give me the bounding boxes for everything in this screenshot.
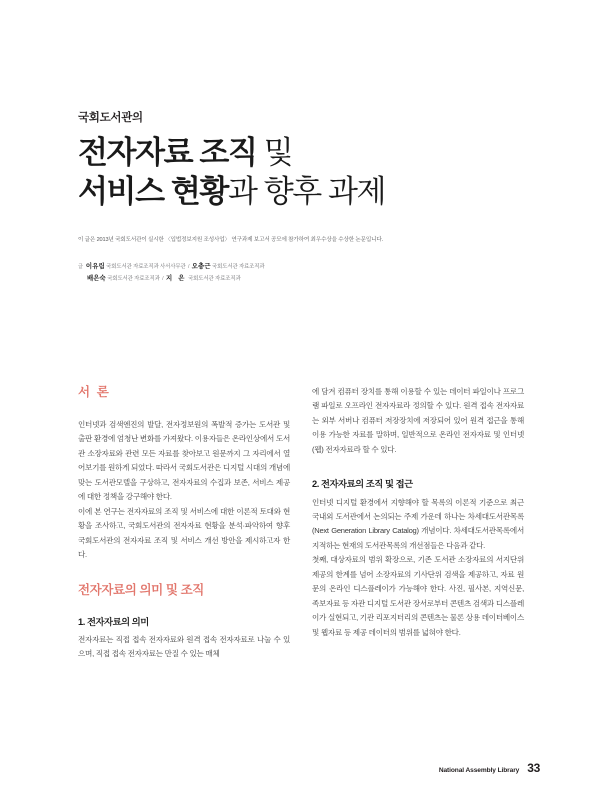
kicker: 국회도서관의 (78, 112, 143, 124)
paragraph: 전자자료는 직접 접속 전자자료와 원격 접속 전자자료로 나눌 수 있으며, 직접 접속 전자자료는 만질 수 있는 매체 (78, 634, 290, 659)
paragraph: 인터넷 디지털 환경에서 지향해야 할 목록의 이론적 기준으로 최근 국내외 도서관에서 논의되는 주제 가운데 하나는 차세대도서관목록(Next Generation Library Catalog) 개념이다. 차세대도서관목록에서 지적하는 현재의 도서관목록의 개선점들은 다음과 같다. (312, 497, 524, 550)
page-number: 33 (527, 761, 540, 775)
headline-line-1-light: 및 (263, 134, 293, 170)
masthead (78, 112, 538, 245)
author-name-3: 배은숙 (87, 275, 106, 283)
paragraph-continued: 에 담겨 컴퓨터 장치를 통해 이용할 수 있는 데이터 파일이나 프로그램 파일로 오프라인 전자자료라 정의할 수 있다. 원격 접속 전자자료는 외부 서버나 컴퓨터 저장장치에 저장되어 있어 원격 접근을 통해 이용 가능한 자료를 말하며, 일반적으로 온라인 전자자료 및 인터넷(웹) 전자자료라 할 수 있다. (312, 387, 524, 454)
footer-publisher-label: National Assembly Library (438, 767, 520, 774)
subsection-heading-1: 1. 전자자료의 의미 (78, 616, 149, 627)
section-heading-meaning-and-organization: 전자자료의 의미 및 조직 (78, 582, 204, 597)
byline (78, 261, 408, 286)
author-name-2: 오충근 (191, 263, 211, 270)
author-affiliation-3: 국회도서관 자료조직과 (107, 276, 160, 283)
byline-row (78, 261, 408, 273)
page-title (78, 133, 538, 212)
paragraph: 첫째, 대상자료의 범위 확장으로, 기존 도서관 소장자료의 서지단위 제공의 한계를 넘어 소장자료의 기사단위 검색을 제공하고, 자료 원문의 온라인 디스플레이가 가능해야 한다. 사진, 필사본, 지역신문, 족보자료 등 자관 디지털 도서관 장서로부터 콘텐츠 검색과 디스플레이가 실현되고, 기관 리포지터리의 콘텐츠는 물론 상용 데이터베이스 및 웹자료 등 제공 데이터의 범위를 넓혀야 한다. (312, 555, 524, 637)
deck-note: 이 글은 2013년 국회도서관이 실시한 〈입법정보지원 조성사업〉 연구과제 보고서 공모에 참가하여 최우수상을 수상한 논문입니다. (78, 237, 384, 244)
byline-mark: 글 (78, 264, 83, 270)
author-affiliation-4: 국회도서관 자료조직과 (188, 276, 241, 283)
author-affiliation-2: 국회도서관 자료조직과 (212, 264, 265, 270)
headline-line-1-strong: 전자자료 조직 (78, 134, 264, 170)
author-name-1: 이유림 (85, 263, 105, 270)
footer (439, 761, 540, 775)
subsection-heading-2: 2. 전자자료의 조직 및 접근 (312, 479, 413, 490)
section-heading-introduction: 서 론 (78, 385, 111, 399)
headline-line-1 (78, 133, 538, 173)
author-name-4: 지 은 (165, 275, 187, 283)
right-column (312, 385, 524, 755)
byline-row (78, 273, 408, 285)
left-column (78, 385, 290, 755)
byline-separator: / (187, 264, 190, 270)
section-spacer (78, 563, 290, 583)
byline-separator: / (162, 276, 164, 283)
paragraph: 이에 본 연구는 전자자료의 조직 및 서비스에 대한 이론적 토대와 현황을 조사하고, 국회도서관의 전자자료 현황을 분석·파악하여 향후 국회도서관의 전자자료 조직 및 서비스 개선 방안을 제시하고자 한다. (78, 506, 290, 560)
headline-line-2-light: 과 향후 과제 (227, 174, 386, 210)
body-columns (78, 385, 524, 755)
author-affiliation-1: 국회도서관 자료조직과 사서사무관 (106, 264, 186, 270)
headline-line-2 (78, 172, 538, 212)
headline-line-2-strong: 서비스 현황 (78, 174, 228, 210)
paragraph: 인터넷과 검색엔진의 발달, 전자정보원의 폭발적 증가는 도서관 및 출판 환경에 엄청난 변화를 가져왔다. 이용자들은 온라인상에서 도서관 소장자료와 관련 모든 자료를 찾아보고 원문까지 그 자리에서 열어보기를 원하게 되었다. 따라서 국회도서관은 디지털 시대의 개념에 맞는 도서관모델을 구상하고, 전자자료의 수집과 보존, 서비스 제공에 대한 정책을 강구해야 한다. (78, 420, 290, 502)
